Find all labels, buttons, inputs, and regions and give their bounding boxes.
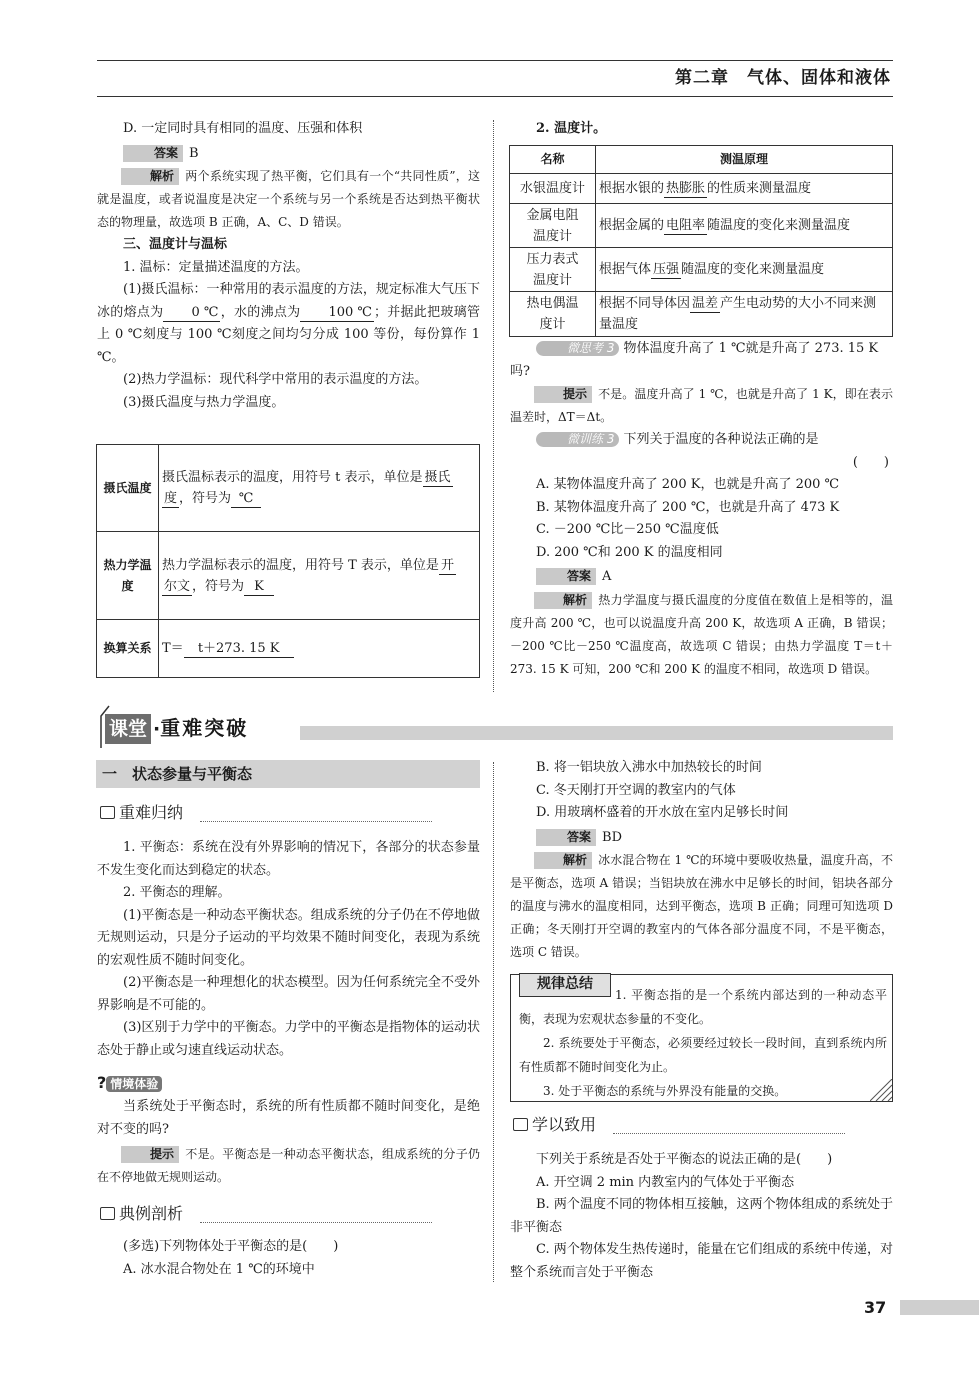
blank: 电阻率 — [666, 218, 706, 233]
text: 根据气体 — [599, 262, 652, 277]
text: ，符号为 — [179, 491, 232, 506]
column-divider — [493, 762, 494, 1282]
col-header: 测温原理 — [596, 146, 893, 174]
blank-unit-cont: 尔文 — [164, 578, 191, 594]
analysis-paragraph — [97, 165, 480, 234]
blank-symbol: ℃ — [231, 490, 261, 508]
hint-paragraph — [510, 383, 893, 429]
scene-heading — [97, 1072, 162, 1094]
analysis-text: 热力学温度与摄氏温度的分度值在数值上是相等的，温度升高 200 ℃，也可以说温度升高 200 K，故选项 A 正确，B 错误；－200 ℃比－250 ℃温度高，故选项 C 错误；由热力学温度 T＝t＋273. 15 K 可知，200 ℃和 200 K 的温度不相同，故选项 D 错误。 — [510, 592, 893, 676]
blank: 压强 — [653, 262, 680, 277]
subheading-text: 重难归纳 — [119, 803, 184, 822]
banner-bar — [300, 726, 893, 740]
row-head: 热力学温度 — [97, 532, 159, 620]
analysis-paragraph — [510, 589, 893, 681]
banner-title — [105, 714, 248, 744]
blank-unit-cont: 度 — [164, 491, 178, 506]
table-row — [510, 248, 893, 292]
cell-name: 金属电阻温度计 — [510, 204, 596, 248]
think-question — [510, 338, 893, 383]
celsius-scale-item — [97, 279, 480, 369]
blank-unit: 摄氏 — [424, 470, 451, 485]
answer-label: 答案 — [536, 829, 596, 846]
blank-formula: t＋273. 15 K — [184, 640, 294, 658]
table-row — [97, 445, 480, 532]
analysis-label: 解析 — [121, 168, 179, 185]
option-d: D. 一定同时具有相同的温度、压强和体积 — [123, 121, 363, 136]
section-title: 三、温度计与温标 — [123, 237, 228, 252]
book-icon — [100, 1207, 115, 1220]
temperature-table — [96, 444, 480, 678]
corner-fold-icon — [870, 1079, 892, 1101]
text: 根据水银的 — [599, 181, 665, 196]
formula: T＝ — [162, 641, 184, 656]
text: 根据金属的 — [599, 218, 665, 233]
example-option-a: A. 冰水混合物处在 1 ℃的环境中 — [123, 1261, 315, 1277]
blank: 热膨胀 — [666, 181, 706, 196]
page-number: 37 — [864, 1298, 887, 1317]
answer-value: B — [189, 145, 199, 161]
text: 物体温度升高了 1 ℃就是升高了 273. 15 K 吗? — [510, 341, 879, 379]
analysis-label: 解析 — [534, 852, 592, 869]
practice-option-a: A. 开空调 2 min 内教室内的气体处于平衡态 — [536, 1174, 795, 1190]
answer-line — [510, 827, 893, 850]
left-top-column — [97, 118, 480, 414]
page-bar — [900, 1300, 979, 1315]
col-header: 名称 — [510, 146, 596, 174]
option-a: A. 某物体温度升高了 200 K，也就是升高了 200 ℃ — [536, 477, 840, 492]
thermometer-table — [509, 145, 893, 337]
option-b: B. 某物体温度升高了 200 ℃，也就是升高了 473 K — [536, 499, 840, 515]
row-body — [159, 532, 480, 620]
scene-block — [97, 1096, 480, 1189]
row-head: 换算关系 — [97, 620, 159, 678]
example-option-b: B. 将一铝块放入沸水中加热较长的时间 — [536, 760, 762, 775]
paragraph: (3)区别于力学中的平衡态。力学中的平衡态是指物体的运动状态处于静止或匀速直线运动状态。 — [97, 1020, 480, 1058]
hint-text: 不是。温度升高了 1 ℃，也就是升高了 1 K，即在表示温差时，ΔT＝Δt。 — [510, 387, 893, 424]
blank-melt-point: 0 ℃ — [163, 304, 220, 322]
option-d: D. 200 ℃和 200 K 的温度相同 — [536, 544, 723, 560]
row-head: 摄氏温度 — [97, 445, 159, 532]
rule-content — [519, 983, 887, 1103]
table-row — [510, 292, 893, 337]
table-row — [510, 174, 893, 204]
right-bottom-column — [510, 757, 893, 964]
question-mark-icon: ? — [97, 1073, 107, 1092]
right-top-column — [510, 118, 893, 141]
text: ，水的沸点为 — [220, 304, 301, 320]
cell-principle — [596, 292, 893, 337]
dotted-rule — [613, 1133, 845, 1134]
example-option-d: D. 用玻璃杯盛着的开水放在室内足够长时间 — [536, 805, 789, 820]
option-c: C. －200 ℃比－250 ℃温度低 — [536, 522, 719, 537]
practice-option-b: B. 两个温度不同的物体相互接触，这两个物体组成的系统处于非平衡态 — [510, 1197, 893, 1235]
banner-part2: 重难突破 — [160, 716, 249, 740]
scene-question: 当系统处于平衡态时，系统的所有性质都不随时间变化，是绝对不变的吗? — [97, 1099, 480, 1137]
paragraph: 1. 平衡态：系统在没有外界影响的情况下，各部分的状态参量不发生变化而达到稳定的状态。 — [97, 840, 480, 878]
rule-summary-box — [510, 974, 893, 1102]
banner-dot: · — [153, 718, 161, 740]
subheading-apply — [513, 1114, 845, 1136]
dotted-rule — [200, 1222, 432, 1223]
hint-label: 提示 — [534, 386, 592, 403]
example-option-c: C. 冬天刚打开空调的教室内的气体 — [536, 782, 736, 798]
text: 随温度的变化来测量温度 — [681, 262, 825, 277]
hint-text: 不是。平衡态是一种动态平衡状态，组成系统的分子仍在不停地做无规则运动。 — [97, 1147, 480, 1184]
column-divider — [493, 120, 494, 692]
hint-label: 提示 — [121, 1146, 179, 1163]
dotted-rule — [200, 821, 432, 822]
row-body — [159, 445, 480, 532]
subheading-examples — [100, 1203, 432, 1225]
hint-paragraph — [97, 1143, 480, 1189]
analysis-paragraph — [510, 849, 893, 964]
subheading-text: 学以致用 — [532, 1115, 597, 1134]
book-icon — [100, 806, 115, 819]
thermometer-title: 2. 温度计。 — [536, 121, 607, 136]
train-question — [510, 429, 893, 452]
cell-name: 水银温度计 — [510, 174, 596, 204]
chapter-title: 第二章 气体、固体和液体 — [675, 68, 891, 88]
answer-label: 答案 — [123, 145, 183, 162]
example-question: (多选)下列物体处于平衡态的是( ) — [123, 1239, 339, 1254]
left-bottom-column — [97, 837, 480, 1062]
subheading-key-points — [100, 802, 432, 824]
blank-unit: 开 — [440, 557, 454, 573]
text: (1)摄氏温标：一种常用的表示温度的方法，规定标准大气压下冰的熔点为 — [97, 282, 480, 320]
header-rule — [97, 96, 893, 97]
answer-value: A — [602, 569, 612, 584]
text: 的性质来测量温度 — [707, 181, 812, 196]
section-heading: 一 状态参量与平衡态 — [102, 765, 253, 783]
example-block — [97, 1236, 480, 1281]
analysis-label: 解析 — [534, 592, 592, 609]
subheading-text: 典例剖析 — [119, 1204, 184, 1223]
text: 根据不同导体因 — [599, 296, 691, 311]
text: ，符号为 — [192, 578, 245, 594]
rule-item: 1. 平衡态指的是一个系统内部达到的一种动态平衡，表现为宏观状态参量的不变化。 — [519, 988, 887, 1026]
analysis-text: 冰水混合物在 1 ℃的环境中要吸收热量，温度升高，不是平衡态，选项 A 错误；当铝块放在沸水中足够长的时间，铝块各部分的温度与沸水的温度相同，达到平衡态，选项 B 正确；同理可知选项 D 正确；冬天刚打开空调的教室内的气体各部分温度不同，不是平衡态，选项 C 错误。 — [510, 853, 893, 959]
text: 下列关于温度的各种说法正确的是 — [623, 432, 819, 447]
rule-item: 3. 处于平衡态的系统与外界没有能量的交换。 — [543, 1084, 787, 1098]
header-top-rule — [97, 60, 893, 61]
row-body — [159, 620, 480, 678]
right-top-lower — [510, 338, 893, 681]
table-header — [510, 146, 893, 174]
book-icon — [513, 1118, 528, 1131]
blank: 温差 — [692, 296, 719, 311]
text: ；并据此把玻璃管上 0 ℃刻度与 100 ℃刻度之间均匀分成 100 等份，每份算作 1 ℃。 — [97, 304, 480, 365]
compare-item: (3)摄氏温度与热力学温度。 — [123, 394, 285, 410]
practice-question: 下列关于系统是否处于平衡态的说法正确的是( ) — [536, 1152, 833, 1167]
cell-principle — [596, 248, 893, 292]
train-tag: 微训练 3 — [536, 432, 619, 447]
paragraph: (1)平衡态是一种动态平衡状态。组成系统的分子仍在不停地做无规则运动，只是分子运动的平均效果不随时间变化，表现为系统的宏观性质不随时间变化。 — [97, 907, 480, 968]
blank-symbol: K — [244, 578, 274, 596]
cell-principle — [596, 204, 893, 248]
blank-boil-point: 100 ℃ — [300, 304, 374, 322]
section-banner — [97, 704, 280, 750]
text: 随温度的变化来测量温度 — [707, 218, 851, 233]
text: 产生电动势的大小不同来测量温度 — [599, 296, 877, 332]
table-row — [97, 532, 480, 620]
cell-name: 压力表式温度计 — [510, 248, 596, 292]
cell-principle — [596, 174, 893, 204]
cell-name: 热电偶温度计 — [510, 292, 596, 337]
answer-label: 答案 — [536, 568, 596, 585]
answer-paren: ( ) — [852, 454, 889, 470]
text: 摄氏温标表示的温度，用符号 t 表示，单位是 — [162, 470, 423, 485]
answer-value: BD — [602, 829, 622, 845]
rule-item: 2. 系统要处于平衡态，必须要经过较长一段时间，直到系统内所有性质都不随时间变化为止。 — [519, 1036, 887, 1074]
answer-line — [510, 566, 893, 589]
scene-tag: 情境体验 — [106, 1076, 162, 1092]
practice-option-c: C. 两个物体发生热传递时，能量在它们组成的系统中传递，对整个系统而言处于平衡态 — [510, 1242, 893, 1280]
table-row — [510, 204, 893, 248]
text: 热力学温标表示的温度，用符号 T 表示，单位是 — [162, 557, 439, 573]
think-tag: 微思考 3 — [536, 341, 619, 356]
thermo-scale-item: (2)热力学温标：现代科学中常用的表示温度的方法。 — [123, 372, 428, 387]
practice-block — [510, 1149, 893, 1284]
banner-part1: 课堂 — [105, 714, 151, 744]
answer-line — [97, 143, 480, 166]
table-row — [97, 620, 480, 678]
paragraph: 2. 平衡态的理解。 — [123, 885, 231, 900]
rule-title: 规律总结 — [519, 973, 611, 997]
paragraph: (2)平衡态是一种理想化的状态模型。因为任何系统完全不受外界影响是不可能的。 — [97, 975, 480, 1013]
analysis-text: 两个系统实现了热平衡，它们具有一个“共同性质”，这就是温度，或者说温度是决定一个系统与另一个系统是否达到热平衡状态的物理量，故选项 B 正确，A、C、D 错误。 — [97, 169, 480, 229]
temp-scale-item: 1. 温标：定量描述温度的方法。 — [123, 259, 309, 275]
